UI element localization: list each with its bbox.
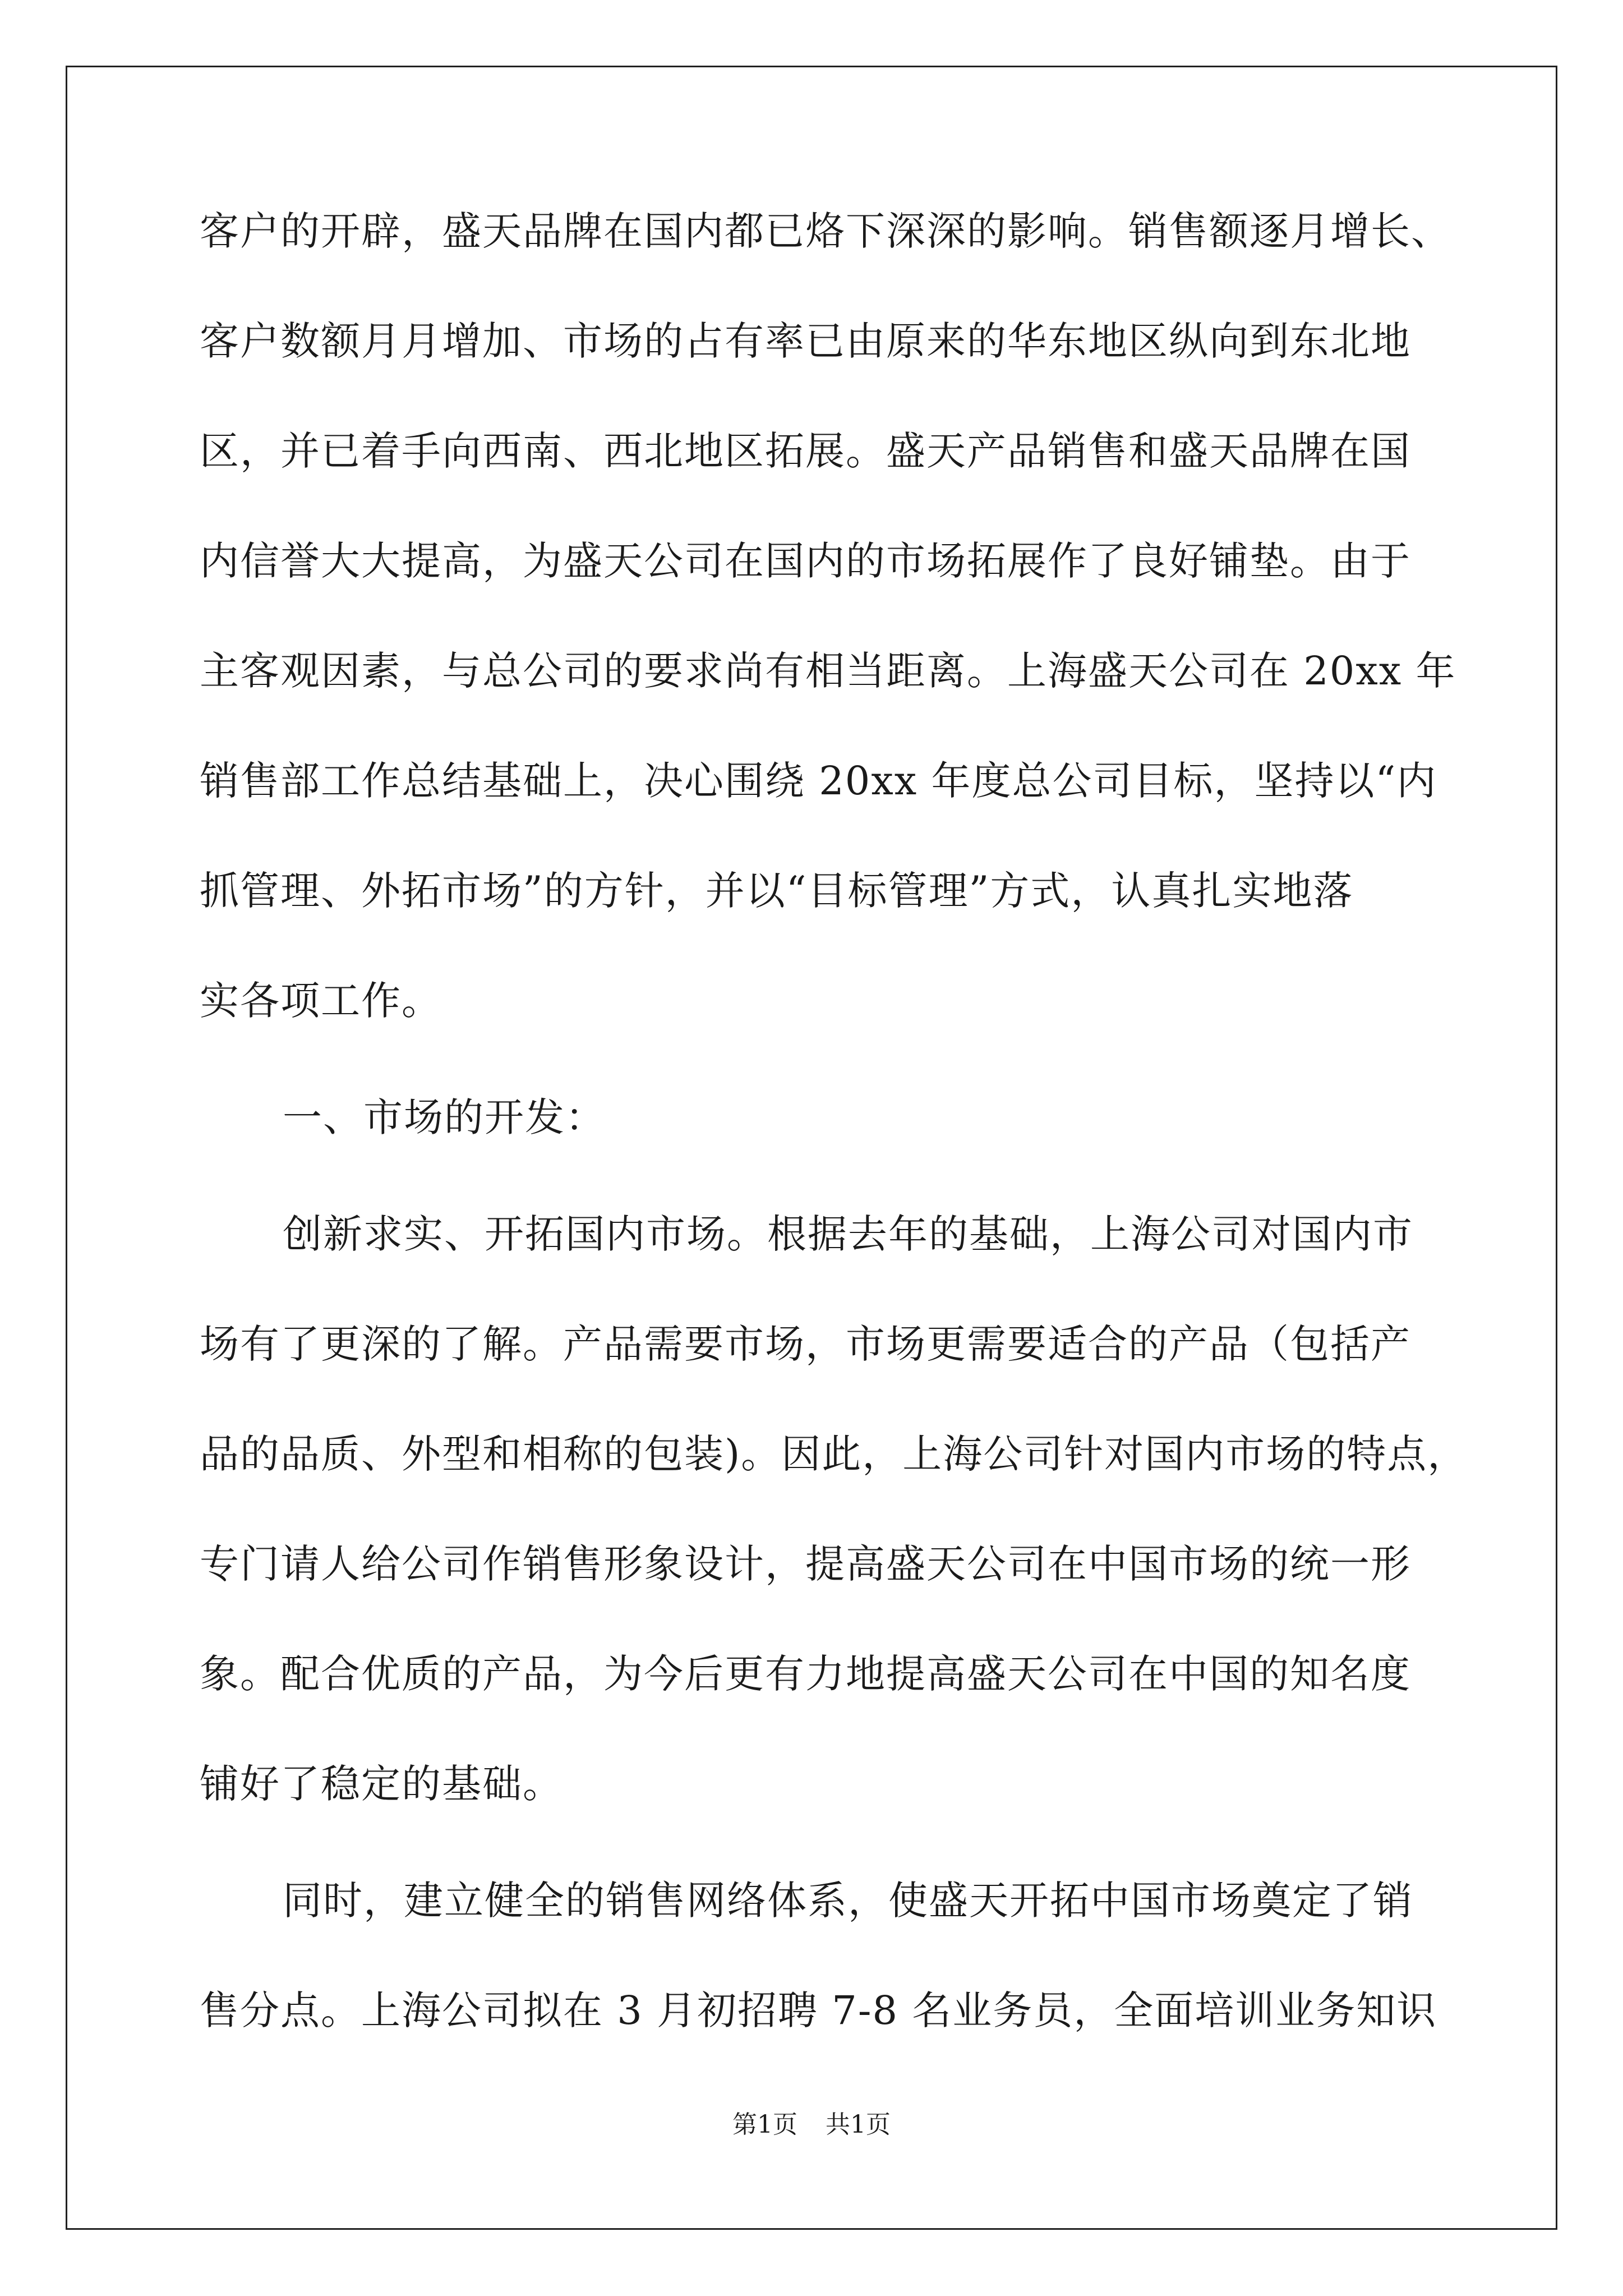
section-heading: 一、市场的开发： [283, 1094, 606, 1140]
text-line: 场有了更深的了解。产品需要市场，市场更需要适合的产品（包括产 [200, 1321, 1411, 1367]
text-line: 铺好了稳定的基础。 [200, 1761, 563, 1807]
text-line: 主客观因素，与总公司的要求尚有相当距离。上海盛天公司在 20xx 年 [200, 648, 1456, 694]
text-line: 创新求实、开拓国内市场。根据去年的基础，上海公司对国内市 [283, 1211, 1413, 1257]
text-line: 象。配合优质的产品，为今后更有力地提高盛天公司在中国的知名度 [200, 1651, 1411, 1697]
text-line: 客户数额月月增加、市场的占有率已由原来的华东地区纵向到东北地 [200, 318, 1411, 364]
page-number: 第1页 [732, 2110, 797, 2139]
text-line: 实各项工作。 [200, 978, 442, 1024]
page-footer [0, 2108, 1623, 2142]
text-line: 销售部工作总结基础上，决心围绕 20xx 年度总公司目标，坚持以“内 [200, 758, 1437, 804]
page-total: 共1页 [826, 2110, 891, 2139]
text-line: 客户的开辟，盛天品牌在国内都已烙下深深的影响。销售额逐月增长、 [200, 208, 1451, 254]
text-line: 售分点。上海公司拟在 3 月初招聘 7-8 名业务员，全面培训业务知识 [200, 1987, 1437, 2033]
text-line: 抓管理、外拓市场”的方针，并以“目标管理”方式，认真扎实地落 [200, 868, 1354, 914]
text-line: 内信誉大大提高，为盛天公司在国内的市场拓展作了良好铺垫。由于 [200, 538, 1411, 584]
text-line: 同时，建立健全的销售网络体系，使盛天开拓中国市场奠定了销 [283, 1878, 1413, 1924]
text-line: 区，并已着手向西南、西北地区拓展。盛天产品销售和盛天品牌在国 [200, 428, 1411, 474]
text-line: 品的品质、外型和相称的包装)。因此，上海公司针对国内市场的特点， [200, 1431, 1468, 1477]
document-body [200, 197, 1468, 2087]
text-line: 专门请人给公司作销售形象设计，提高盛天公司在中国市场的统一形 [200, 1541, 1411, 1587]
